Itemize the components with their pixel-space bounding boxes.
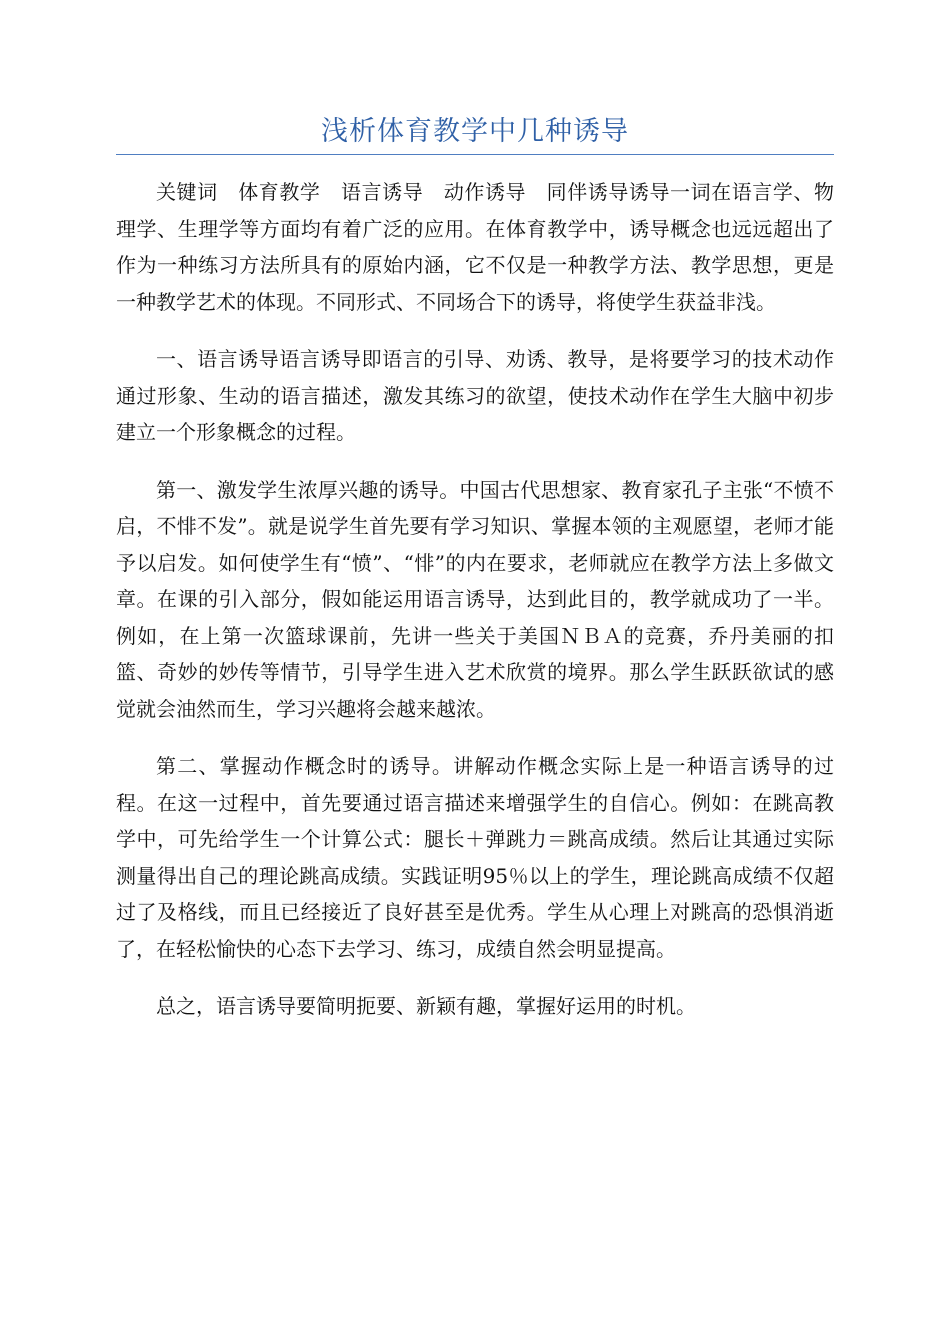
paragraph-concept-guidance: 第二、掌握动作概念时的诱导。讲解动作概念实际上是一种语言诱导的过程。在这一过程中，首先要通过语言描述来增强学生的自信心。例如：在跳高教学中，可先给学生一个计算公式：腿长＋弹跳力＝跳高成绩。然后让其通过实际测量得出自己的理论跳高成绩。实践证明95％以上的学生，理论跳高成绩不仅超过了及格线，而且已经接近了良好甚至是优秀。学生从心理上对跳高的恐惧消逝了，在轻松愉快的心态下去学习、练习，成绩自然会明显提高。 — [116, 754, 834, 961]
paragraph-summary: 总之，语言诱导要简明扼要、新颖有趣，掌握好运用的时机。 — [156, 994, 696, 1018]
title-underline — [116, 154, 834, 155]
paragraph-interest-guidance: 第一、激发学生浓厚兴趣的诱导。中国古代思想家、教育家孔子主张“不愤不启，不悱不发”。就是说学生首先要有学习知识、掌握本领的主观愿望，老师才能予以启发。如何使学生有“愤”、“悱”的内在要求，老师就应在教学方法上多做文章。在课的引入部分，假如能运用语言诱导，达到此目的，教学就成功了一半。例如，在上第一次篮球课前，先讲一些关于美国ＮＢＡ的竞赛，乔丹美丽的扣篮、奇妙的妙传等情节，引导学生进入艺术欣赏的境界。那么学生跃跃欲试的感觉就会油然而生，学习兴趣将会越来越浓。 — [116, 477, 834, 721]
paragraph-language-guidance: 一、语言诱导语言诱导即语言的引导、劝诱、教导，是将要学习的技术动作通过形象、生动的语言描述，激发其练习的欲望，使技术动作在学生大脑中初步建立一个形象概念的过程。 — [116, 347, 834, 444]
paragraph-keywords-intro: 关键词 体育教学 语言诱导 动作诱导 同伴诱导诱导一词在语言学、物理学、生理学等方面均有着广泛的应用。在体育教学中，诱导概念也远远超出了作为一种练习方法所具有的原始内涵，它不仅是一种教学方法、教学思想，更是一种教学艺术的体现。不同形式、不同场合下的诱导，将使学生获益非浅。 — [116, 180, 834, 314]
document-title: 浅析体育教学中几种诱导 — [321, 116, 629, 147]
document-body — [116, 174, 834, 1046]
